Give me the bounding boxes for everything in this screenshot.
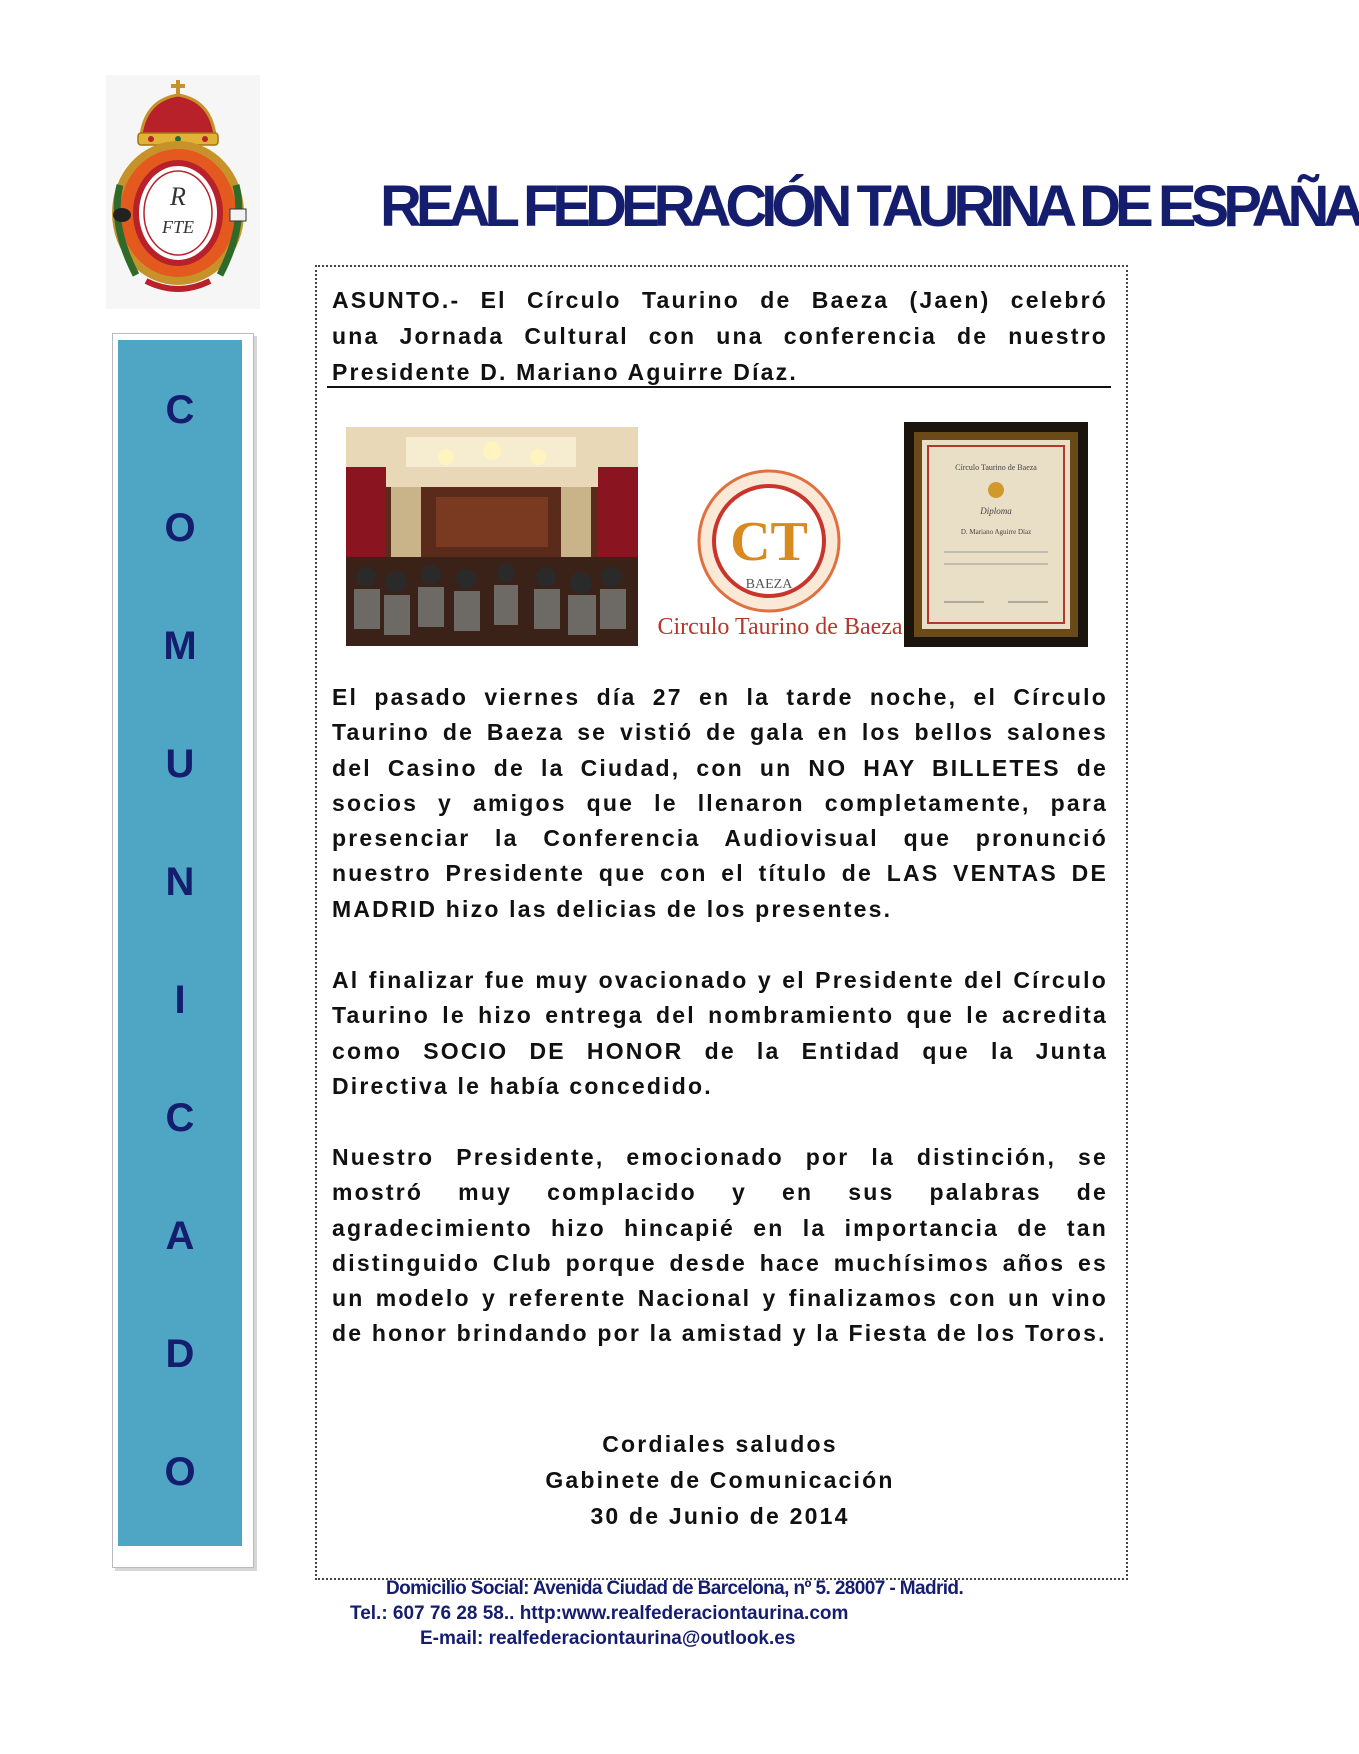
logo-monogram-bottom: FTE	[161, 217, 195, 237]
subject-divider	[327, 386, 1111, 388]
diploma-line: Diploma	[980, 506, 1012, 516]
banner-letter: U	[165, 742, 195, 786]
subject-line: ASUNTO.- El Círculo Taurino de Baeza (Jaen) celebró	[332, 287, 1108, 313]
honor-diploma-photo	[904, 422, 1088, 647]
body-paragraph: Nuestro Presidente, emocionado por la distinción, se mostró muy complacido y en sus palabras de agradecimiento hizo hincapié en la importancia de tan distinguido Club porque desde hace muchísimos años es un modelo y referente Nacional y finalizamos con un vino de honor brindando por la amistad y la Fiesta de los Toros.	[332, 1144, 1108, 1347]
subject-line: Presidente D. Mariano Aguirre Díaz.	[332, 359, 798, 385]
subject-line: una Jornada Cultural con una conferencia de nuestro	[332, 323, 1108, 349]
comunicado-side-banner	[118, 340, 242, 1546]
body-paragraph: El pasado viernes día 27 en la tarde noche, el Círculo Taurino de Baeza se vistió de gala en los bellos salones del Casino de la Ciudad, con un NO HAY BILLETES de socios y amigos que le llenaron completamente, para presenciar la Conferencia Audiovisual que pronunció nuestro Presidente que con el título de LAS VENTAS DE MADRID hizo las delicias de los presentes.	[332, 684, 1108, 922]
federation-logo	[106, 75, 260, 309]
club-caption: Circulo Taurino de Baeza	[657, 614, 903, 640]
diploma-line: D. Mariano Aguirre Díaz	[960, 528, 1032, 536]
banner-letter: C	[165, 388, 195, 432]
banner-letter: D	[165, 1332, 195, 1376]
conference-hall-photo	[346, 427, 638, 646]
diploma-line: Círculo Taurino de Baeza	[955, 463, 1037, 472]
banner-letter: C	[165, 1096, 195, 1140]
banner-letter: O	[164, 506, 196, 550]
closing-department: Gabinete de Comunicación	[545, 1467, 895, 1493]
closing-date: 30 de Junio de 2014	[590, 1503, 850, 1529]
club-logo	[694, 466, 844, 616]
logo-monogram-top: R	[170, 182, 186, 211]
footer-phone-web[interactable]: Tel.: 607 76 28 58.. http:www.realfederaciontaurina.com	[350, 1603, 849, 1624]
banner-letter: O	[164, 1450, 196, 1494]
subject-block	[332, 282, 1108, 390]
banner-letter: M	[163, 624, 197, 668]
organization-title: REAL FEDERACIÓN TAURINA DE ESPAÑA	[380, 174, 1359, 239]
closing-greeting: Cordiales saludos	[602, 1431, 838, 1457]
banner-letter: N	[165, 860, 195, 904]
club-logo-ring: BAEZA	[745, 577, 793, 592]
footer-email[interactable]: E-mail: realfederaciontaurina@outlook.es	[420, 1628, 796, 1649]
banner-letter: I	[174, 978, 186, 1022]
banner-letter: A	[165, 1214, 195, 1258]
body-paragraph: Al finalizar fue muy ovacionado y el Presidente del Círculo Taurino le hizo entrega del nombramiento que le acredita como SOCIO DE HONOR de la Entidad que la Junta Directiva le había concedido.	[332, 967, 1108, 1099]
club-logo-letters: CT	[730, 511, 808, 573]
footer-address: Domicilio Social: Avenida Ciudad de Barcelona, nº 5. 28007 - Madrid.	[386, 1578, 964, 1599]
